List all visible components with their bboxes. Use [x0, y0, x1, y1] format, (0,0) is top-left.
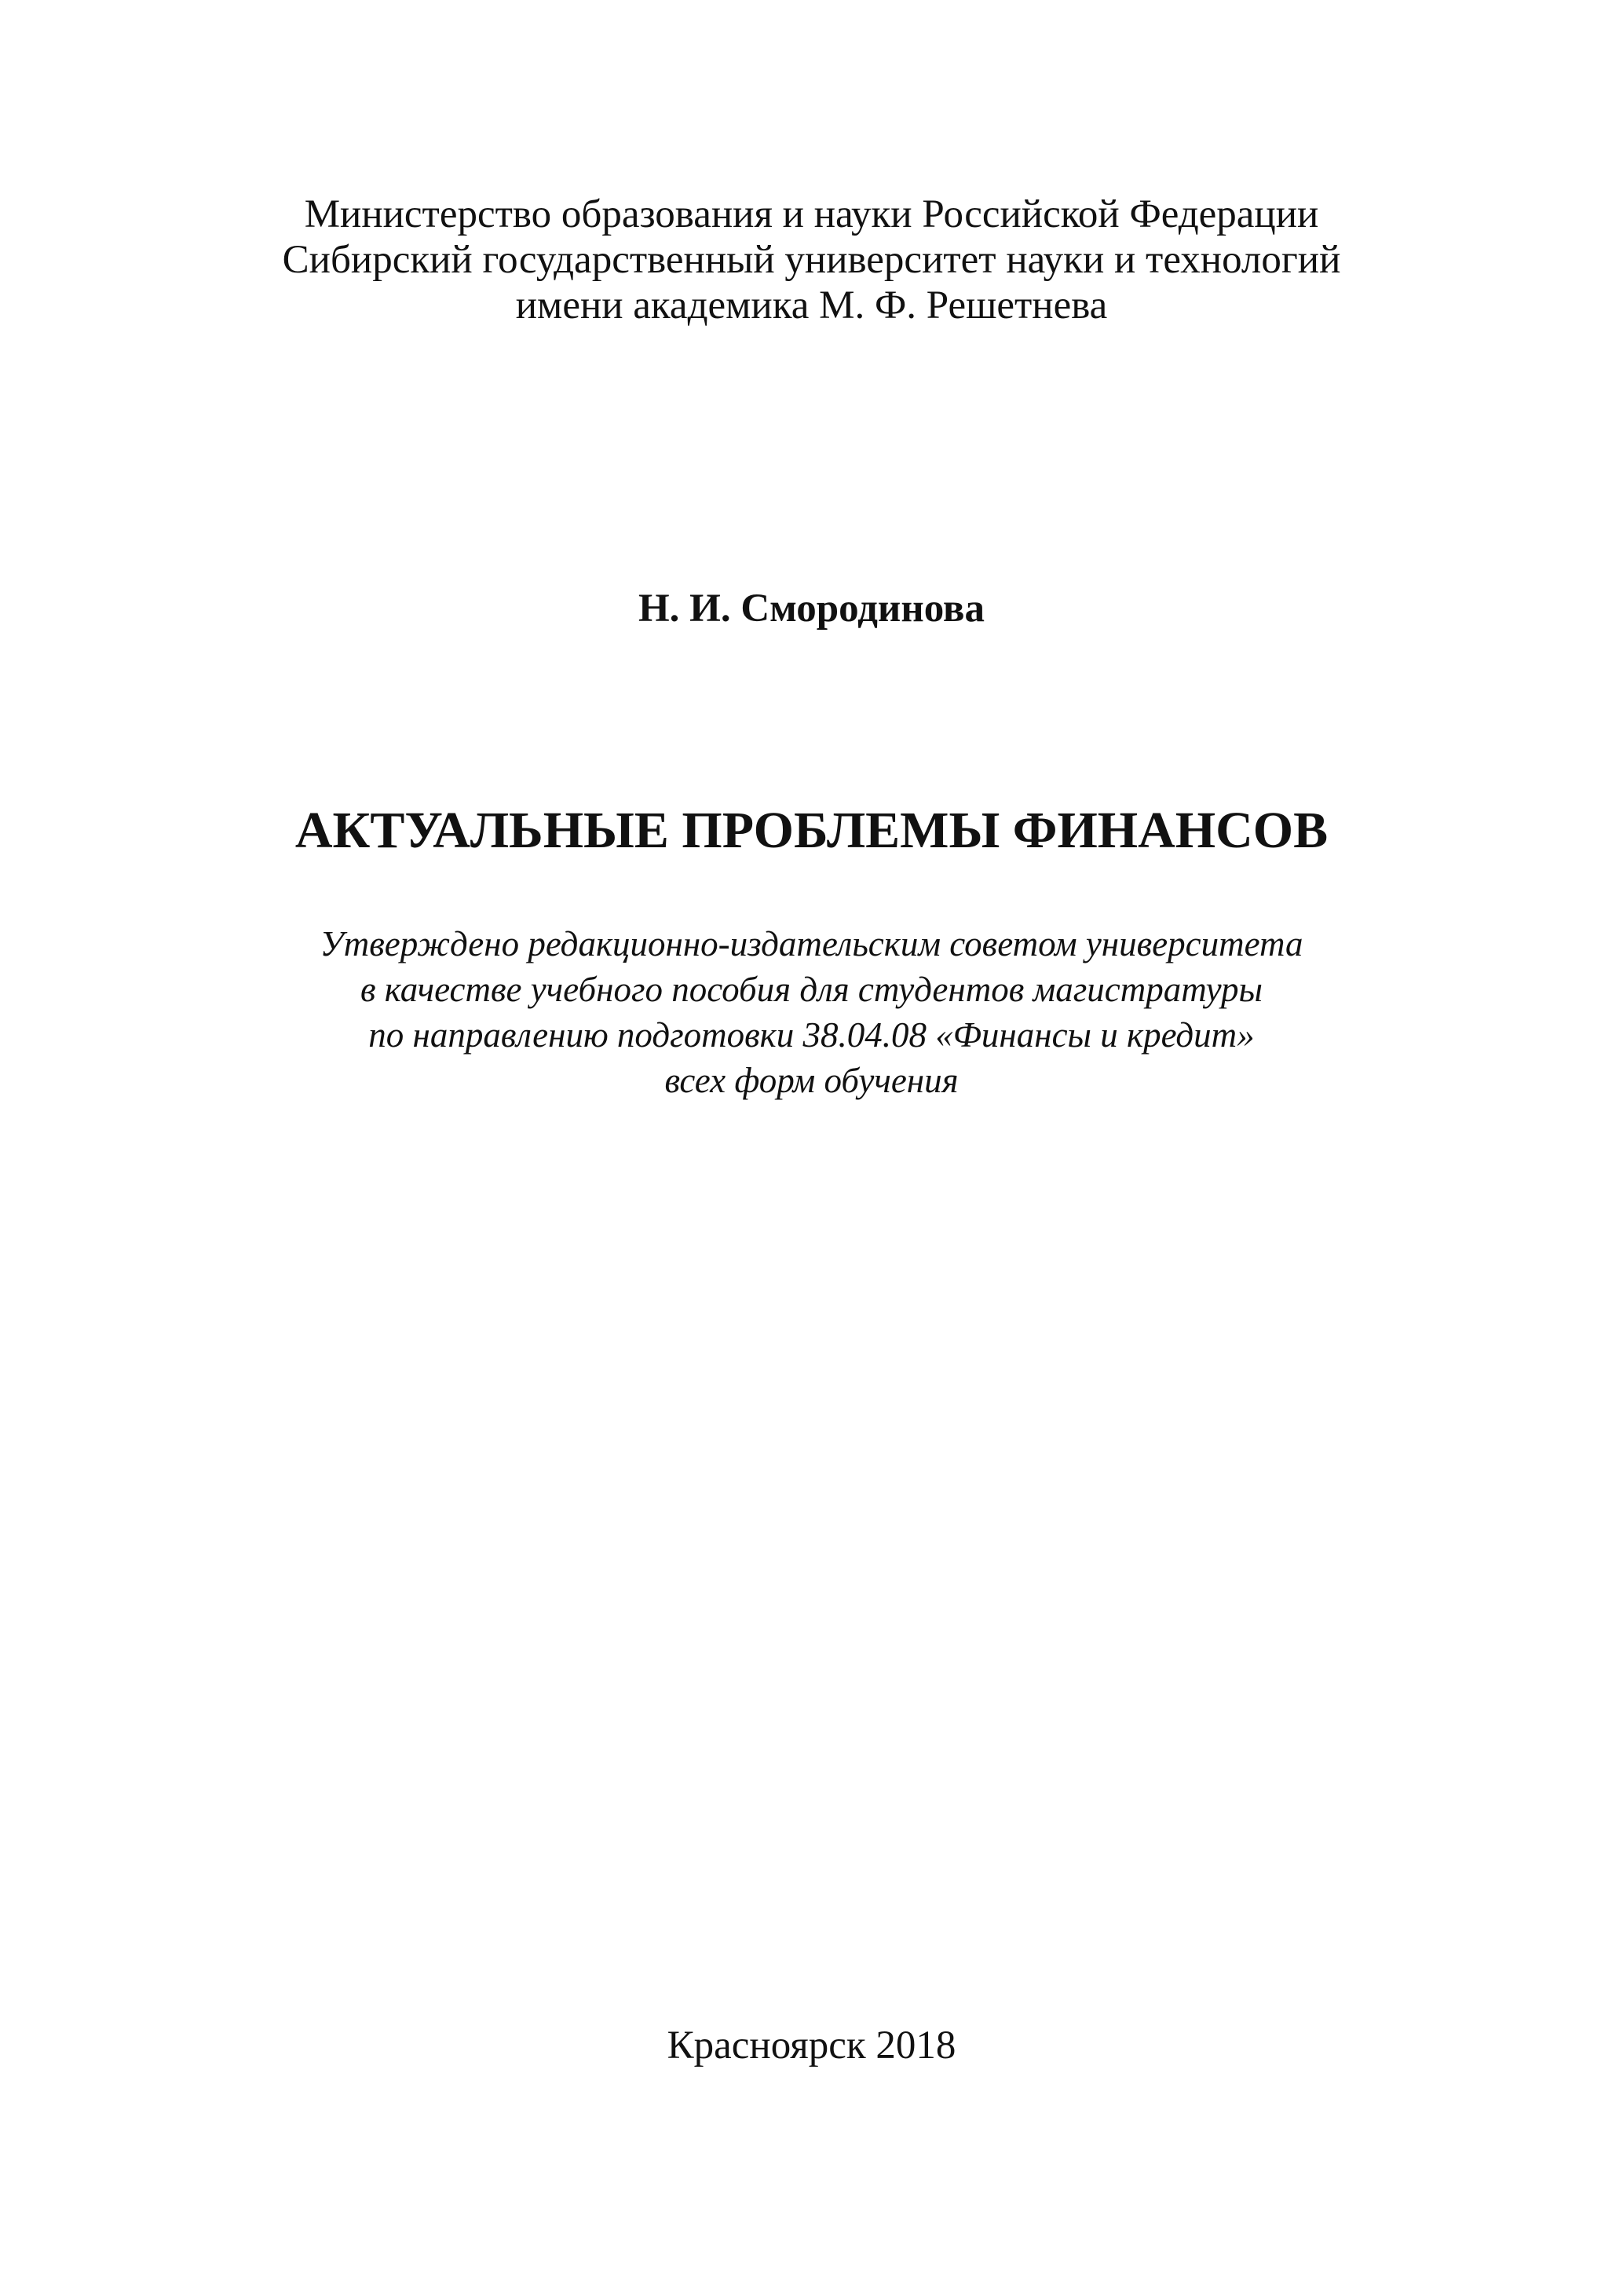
- author-name: Н. И. Смородинова: [638, 587, 985, 631]
- university-name-line: имени академика М. Ф. Решетнева: [515, 283, 1108, 327]
- university-line: Сибирский государственный университет науки и технологий: [282, 238, 1341, 282]
- institution-header: [0, 192, 1623, 328]
- ministry-line: Министерство образования и науки Российской Федерации: [304, 192, 1319, 236]
- book-title: АКТУАЛЬНЫЕ ПРОБЛЕМЫ ФИНАНСОВ: [294, 802, 1329, 859]
- approval-line-2: в качестве учебного пособия для студентов магистратуры: [360, 970, 1263, 1009]
- city-year: Красноярск 2018: [667, 2024, 956, 2067]
- approval-line-3: по направлению подготовки 38.04.08 «Финансы и кредит»: [368, 1015, 1255, 1055]
- approval-note: [0, 921, 1623, 1103]
- approval-line-1: Утверждено редакционно-издательским советом университета: [320, 924, 1303, 963]
- approval-line-4: всех форм обучения: [664, 1061, 959, 1100]
